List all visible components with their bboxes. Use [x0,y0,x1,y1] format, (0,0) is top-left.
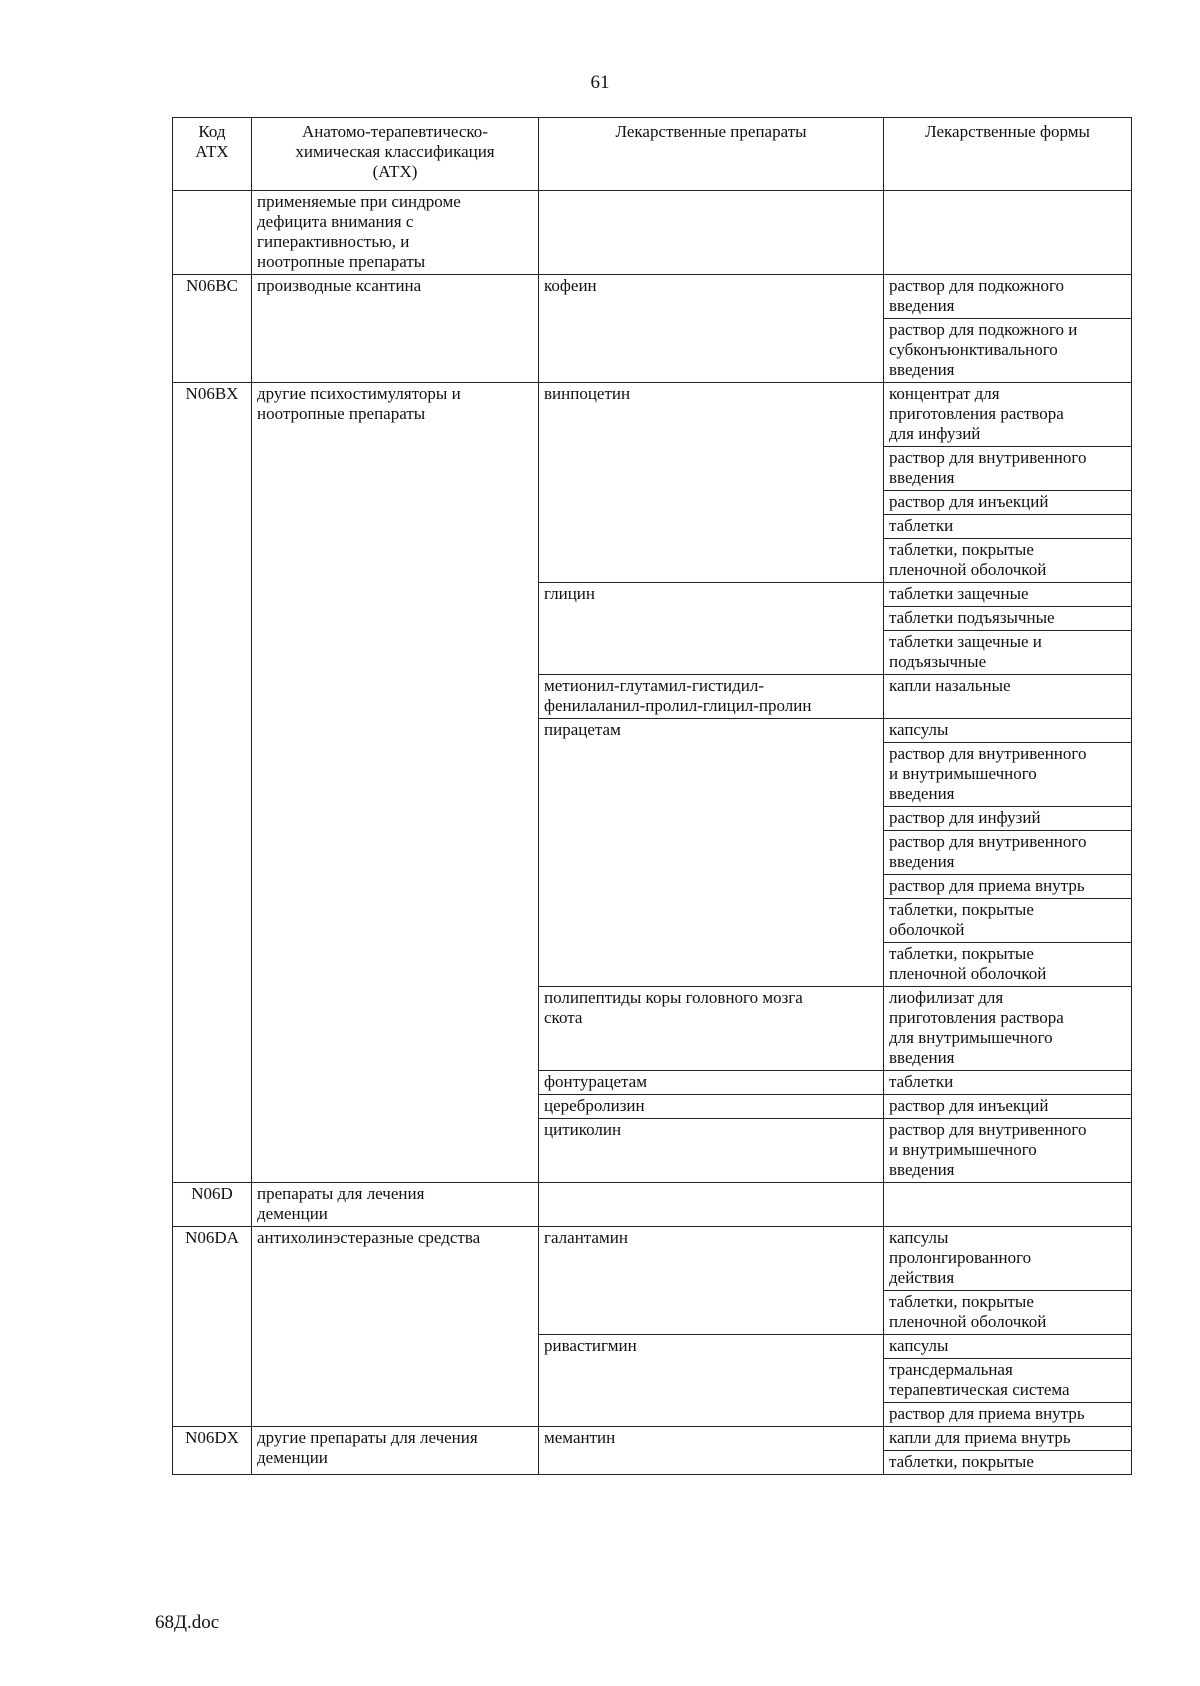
drug-cell: метионил-глутамил-гистидил- фенилаланил-пролил-глицил-пролин [539,675,884,719]
form-cell: концентрат для приготовления раствора для инфузий [884,383,1132,447]
drug-cell: полипептиды коры головного мозга скота [539,987,884,1071]
form-cell: раствор для приема внутрь [884,875,1132,899]
atc-code-cell: N06DX [173,1427,252,1475]
atc-class-cell: препараты для лечения деменции [252,1183,539,1227]
form-cell: раствор для внутривенного введения [884,447,1132,491]
form-cell: капли назальные [884,675,1132,719]
form-cell: капсулы пролонгированного действия [884,1227,1132,1291]
form-cell: таблетки, покрытые пленочной оболочкой [884,943,1132,987]
atc-class-cell: антихолинэстеразные средства [252,1227,539,1427]
form-cell: раствор для подкожного введения [884,275,1132,319]
form-cell: лиофилизат для приготовления раствора для внутримышечного введения [884,987,1132,1071]
table-row [173,1427,1132,1451]
form-cell: таблетки [884,515,1132,539]
form-cell: таблетки защечные [884,583,1132,607]
atc-code-cell [173,191,252,275]
header-medicines: Лекарственные препараты [539,118,884,191]
drug-cell: кофеин [539,275,884,383]
form-cell: раствор для инъекций [884,1095,1132,1119]
form-cell: раствор для внутривенного и внутримышечного введения [884,1119,1132,1183]
atc-code-cell: N06BC [173,275,252,383]
document-filename: 68Д.doc [155,1612,220,1633]
drug-cell: винпоцетин [539,383,884,583]
atc-code-cell: N06D [173,1183,252,1227]
drug-cell: глицин [539,583,884,675]
form-cell: раствор для инъекций [884,491,1132,515]
atc-class-cell: применяемые при синдроме дефицита внимания с гиперактивностью, и ноотропные препараты [252,191,539,275]
form-cell: таблетки [884,1071,1132,1095]
form-cell: раствор для внутривенного и внутримышечного введения [884,743,1132,807]
header-atc-classification: Анатомо-терапевтическо- химическая классификация (АТХ) [252,118,539,191]
drug-cell: цитиколин [539,1119,884,1183]
drug-cell: пирацетам [539,719,884,987]
form-cell: таблетки защечные и подъязычные [884,631,1132,675]
form-cell: капсулы [884,1335,1132,1359]
form-cell: таблетки подъязычные [884,607,1132,631]
atc-class-cell: производные ксантина [252,275,539,383]
form-cell [884,191,1132,275]
drug-cell [539,1183,884,1227]
form-cell: раствор для инфузий [884,807,1132,831]
atc-class-cell: другие препараты для лечения деменции [252,1427,539,1475]
form-cell: капли для приема внутрь [884,1427,1132,1451]
atc-code-cell: N06BX [173,383,252,1183]
form-cell: раствор для приема внутрь [884,1403,1132,1427]
table-header-row [173,118,1132,191]
form-cell: трансдермальная терапевтическая система [884,1359,1132,1403]
form-cell: таблетки, покрытые пленочной оболочкой [884,1291,1132,1335]
form-cell: раствор для подкожного и субконъюнктивального введения [884,319,1132,383]
table-row [173,191,1132,275]
drug-cell [539,191,884,275]
atc-drug-table [172,117,1132,1475]
atc-code-cell: N06DA [173,1227,252,1427]
header-dosage-forms: Лекарственные формы [884,118,1132,191]
form-cell: капсулы [884,719,1132,743]
form-cell: таблетки, покрытые пленочной оболочкой [884,539,1132,583]
table-row [173,1227,1132,1291]
atc-class-cell: другие психостимуляторы и ноотропные препараты [252,383,539,1183]
drug-cell: фонтурацетам [539,1071,884,1095]
drug-cell: ривастигмин [539,1335,884,1427]
page-number: 61 [590,72,610,93]
form-cell: таблетки, покрытые оболочкой [884,899,1132,943]
drug-cell: галантамин [539,1227,884,1335]
drug-cell: церебролизин [539,1095,884,1119]
header-atc-code: Код АТХ [173,118,252,191]
form-cell [884,1183,1132,1227]
form-cell: таблетки, покрытые [884,1451,1132,1475]
table-row [173,383,1132,447]
table-row [173,275,1132,319]
drug-cell: мемантин [539,1427,884,1475]
table-row [173,1183,1132,1227]
form-cell: раствор для внутривенного введения [884,831,1132,875]
